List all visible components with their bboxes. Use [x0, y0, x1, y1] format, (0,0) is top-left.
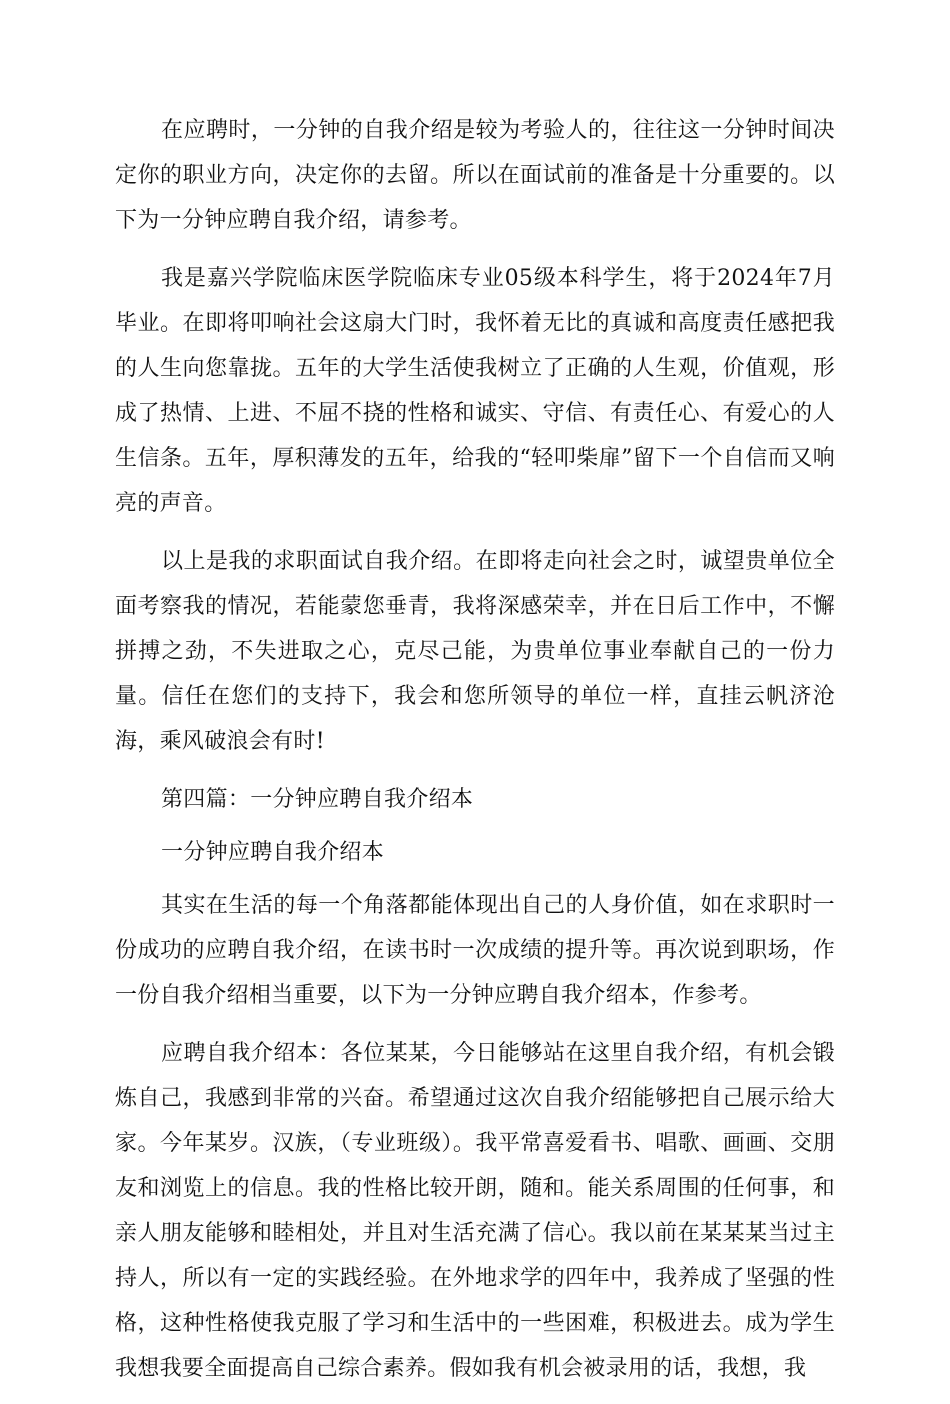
section-heading: 第四篇：一分钟应聘自我介绍本	[161, 787, 474, 812]
section-subheading: 一分钟应聘自我介绍本	[161, 840, 385, 865]
self-intro-paragraph: 我是嘉兴学院临床医学院临床专业05级本科学生，将于2024年7月毕业。在即将叩响社会这扇大门时，我怀着无比的真诚和高度责任感把我的人生向您靠拢。五年的大学生活使我树立了正确的人生观，价值观，形成了热情、上进、不屈不挠的性格和诚实、守信、有责任心、有爱心的人生信条。五年，厚积薄发的五年，给我的“轻叩柴扉”留下一个自信而又响亮的声音。	[115, 266, 835, 516]
sample-intro-paragraph: 应聘自我介绍本：各位某某，今日能够站在这里自我介绍，有机会锻炼自己，我感到非常的兴奋。希望通过这次自我介绍能够把自己展示给大家。今年某岁。汉族，（专业班级）。我平常喜爱看书、唱歌、画画、交朋友和浏览上的信息。我的性格比较开朗，随和。能关系周围的任何事，和亲人朋友能够和睦相处，并且对生活充满了信心。我以前在某某某当过主持人，所以有一定的实践经验。在外地求学的四年中，我养成了坚强的性格，这种性格使我克服了学习和生活中的一些困难，积极进去。成为学生我想我要全面提高自己综合素养。假如我有机会被录用的话，我想，我	[115, 1041, 835, 1381]
section-intro-paragraph: 其实在生活的每一个角落都能体现出自己的人身价值，如在求职时一份成功的应聘自我介绍，在读书时一次成绩的提升等。再次说到职场，作一份自我介绍相当重要，以下为一分钟应聘自我介绍本，作参考。	[115, 893, 835, 1008]
closing-paragraph: 以上是我的求职面试自我介绍。在即将走向社会之时，诚望贵单位全面考察我的情况，若能蒙您垂青，我将深感荣幸，并在日后工作中，不懈拼搏之劲，不失进取之心，克尽己能，为贵单位事业奉献自己的一份力量。信任在您们的支持下，我会和您所领导的单位一样，直挂云帆济沧海，乘风破浪会有时!	[115, 549, 835, 754]
document-body	[115, 108, 835, 1404]
intro-paragraph: 在应聘时，一分钟的自我介绍是较为考验人的，往往这一分钟时间决定你的职业方向，决定你的去留。所以在面试前的准备是十分重要的。以下为一分钟应聘自我介绍，请参考。	[115, 118, 835, 233]
